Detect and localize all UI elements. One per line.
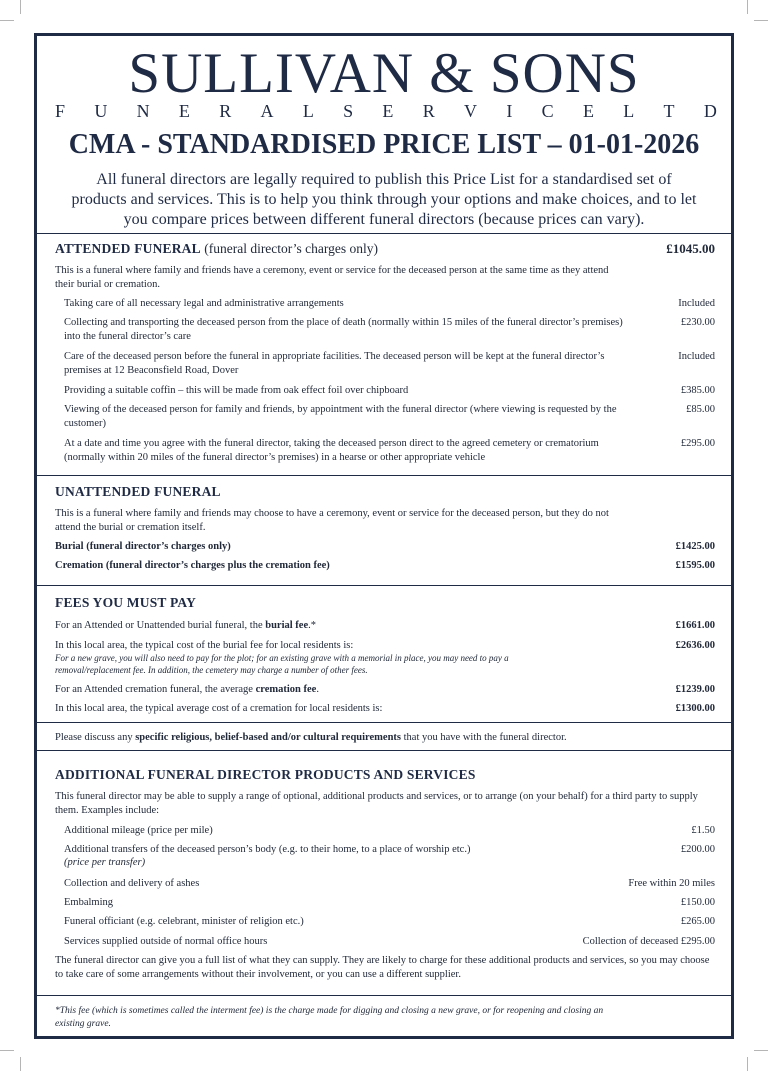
burial-price: £1425.00 bbox=[675, 541, 715, 552]
subtitle-letter: L bbox=[623, 101, 635, 121]
requirements-note bbox=[37, 722, 731, 750]
additional-services-section bbox=[37, 750, 731, 995]
cremation-fee-text: For an Attended cremation funeral, the average bbox=[55, 684, 256, 695]
crop-mark bbox=[20, 0, 21, 14]
requirements-suffix: that you have with the funeral director. bbox=[401, 732, 567, 743]
additional-item-label: Additional transfers of the deceased person’s body (e.g. to their home, to a place of worship etc.) bbox=[64, 844, 471, 855]
additional-item-label: Additional mileage (price per mile) bbox=[64, 825, 213, 836]
crop-mark bbox=[754, 1050, 768, 1051]
company-logo: SULLIVAN & SONS bbox=[128, 42, 640, 105]
subtitle-letter: A bbox=[260, 101, 274, 121]
additional-heading: ADDITIONAL FUNERAL DIRECTOR PRODUCTS AND SERVICES bbox=[55, 767, 476, 782]
subtitle-letter: L bbox=[302, 101, 314, 121]
footnote-section bbox=[37, 995, 731, 1039]
attended-item-price: Included bbox=[678, 298, 715, 309]
crop-mark bbox=[0, 1050, 14, 1051]
attended-item-label: Care of the deceased person before the funeral in appropriate facilities. The deceased person will be kept at the funeral director’s premises at 12 Beaconsfield Road, Dover bbox=[64, 351, 605, 376]
requirements-text: Please discuss any bbox=[55, 732, 136, 743]
attended-heading: ATTENDED FUNERAL bbox=[55, 241, 201, 256]
subtitle-letter: V bbox=[464, 101, 478, 121]
attended-funeral-section bbox=[37, 233, 731, 475]
burial-label: Burial (funeral director’s charges only) bbox=[55, 541, 231, 552]
requirements-emphasis: specific religious, belief-based and/or cultural requirements bbox=[135, 732, 401, 743]
subtitle-letter: R bbox=[219, 101, 232, 121]
crop-mark bbox=[754, 20, 768, 21]
local-burial-note: For a new grave, you will also need to pay for the plot; for an existing grave with a memorial in place, you may need to pay a removal/replacement fee. In addition, the cemetery may charge a number of other fees. bbox=[55, 653, 509, 675]
subtitle-letter: C bbox=[541, 101, 554, 121]
additional-item-price: £150.00 bbox=[680, 897, 715, 908]
local-cremation-label: In this local area, the typical average cost of a cremation for local residents is: bbox=[55, 703, 383, 714]
subtitle-letter: E bbox=[382, 101, 394, 121]
additional-item-price: Free within 20 miles bbox=[628, 878, 715, 889]
additional-item-price: Collection of deceased £295.00 bbox=[582, 936, 715, 947]
attended-item-label: Taking care of all necessary legal and administrative arrangements bbox=[64, 298, 344, 309]
additional-item-label: Embalming bbox=[64, 897, 113, 908]
burial-fee-text: For an Attended or Unattended burial funeral, the bbox=[55, 620, 266, 631]
crop-mark bbox=[747, 0, 748, 14]
page-title: CMA - STANDARDISED PRICE LIST – 01-01-2026 bbox=[68, 129, 700, 160]
subtitle-letter: R bbox=[422, 101, 435, 121]
attended-item-price: Included bbox=[678, 351, 715, 362]
subtitle-letter: F bbox=[55, 101, 66, 121]
burial-fee-price: £1661.00 bbox=[675, 620, 715, 631]
crop-mark bbox=[0, 20, 14, 21]
cremation-fee-suffix: . bbox=[316, 684, 319, 695]
fees-heading: FEES YOU MUST PAY bbox=[55, 595, 197, 610]
attended-item-price: £85.00 bbox=[686, 404, 715, 415]
cremation-price: £1595.00 bbox=[675, 560, 715, 571]
attended-item-price: £230.00 bbox=[680, 317, 715, 328]
subtitle-letter: T bbox=[663, 101, 675, 121]
attended-item-price: £385.00 bbox=[680, 385, 715, 396]
fees-section bbox=[37, 585, 731, 722]
footnote-text: *This fee (which is sometimes called the interment fee) is the charge made for digging and closing a new grave, or for reopening and closing an existing grave. bbox=[55, 1006, 604, 1029]
burial-fee-term: burial fee bbox=[265, 620, 309, 631]
attended-heading-note: (funeral director’s charges only) bbox=[200, 241, 379, 256]
unattended-description: This is a funeral where family and friends may choose to have a ceremony, event or service for the deceased person, but they do not attend the burial or cremation itself. bbox=[55, 508, 609, 533]
attended-item-price: £295.00 bbox=[680, 438, 715, 449]
crop-mark bbox=[747, 1057, 748, 1071]
attended-item-label: At a date and time you agree with the funeral director, taking the deceased person direct to the agreed cemetery or crematorium (normally within 20 miles of the funeral director’s premises) in a hearse or other appropriate vehicle bbox=[64, 438, 599, 463]
cremation-fee-price: £1239.00 bbox=[675, 684, 715, 695]
additional-item-label: Collection and delivery of ashes bbox=[64, 878, 200, 889]
burial-fee-suffix: .* bbox=[308, 620, 316, 631]
attended-item-label: Collecting and transporting the deceased person from the place of death (normally within 15 miles of the funeral director’s premises) into the funeral director’s care bbox=[64, 317, 623, 342]
additional-closing: The funeral director can give you a full list of what they can supply. They are likely to charge for these additional products and services, so you may choose to take care of some arrangements without their involvement, or you can use a different supplier. bbox=[55, 955, 710, 980]
attended-item-label: Providing a suitable coffin – this will be made from oak effect foil over chipboard bbox=[64, 385, 409, 396]
additional-item-price: £265.00 bbox=[680, 916, 715, 927]
price-list-frame bbox=[34, 33, 734, 1039]
unattended-heading: UNATTENDED FUNERAL bbox=[55, 484, 221, 499]
intro-text: All funeral directors are legally required to publish this Price List for a standardised set of products and services. This is to help you think through your options and make choices, and to let you compare prices between different funeral directors (because prices can vary). bbox=[71, 171, 697, 228]
subtitle-letter: N bbox=[136, 101, 150, 121]
cremation-label: Cremation (funeral director’s charges plus the cremation fee) bbox=[55, 560, 330, 571]
local-cremation-price: £1300.00 bbox=[675, 703, 715, 714]
attended-total-price: £1045.00 bbox=[666, 241, 715, 256]
subtitle-letter: U bbox=[94, 101, 108, 121]
subtitle-letter: E bbox=[582, 101, 594, 121]
local-burial-label: In this local area, the typical cost of the burial fee for local residents is: bbox=[55, 640, 354, 651]
additional-item-price: £1.50 bbox=[691, 825, 715, 836]
additional-description: This funeral director may be able to supply a range of optional, additional products and services, or to arrange (on your behalf) for a third party to supply them. Examples include: bbox=[55, 791, 698, 816]
local-burial-price: £2636.00 bbox=[675, 640, 715, 651]
attended-item-label: Viewing of the deceased person for family and friends, by appointment with the funeral director (where viewing is requested by the customer) bbox=[64, 404, 617, 429]
additional-item-note-text: (price per transfer) bbox=[64, 857, 146, 868]
subtitle-letter: S bbox=[343, 101, 354, 121]
crop-mark bbox=[20, 1057, 21, 1071]
subtitle-letter: D bbox=[703, 101, 717, 121]
subtitle-letter: E bbox=[178, 101, 190, 121]
subtitle-letter: I bbox=[506, 101, 513, 121]
additional-item-price: £200.00 bbox=[680, 844, 715, 855]
company-subtitle bbox=[55, 102, 717, 120]
attended-description: This is a funeral where family and friends have a ceremony, event or service for the deceased person at the same time as they attend their burial or cremation. bbox=[55, 265, 609, 290]
additional-item-label: Services supplied outside of normal office hours bbox=[64, 936, 268, 947]
cremation-fee-term: cremation fee bbox=[255, 684, 317, 695]
unattended-funeral-section bbox=[37, 475, 731, 585]
additional-item-label: Funeral officiant (e.g. celebrant, minister of religion etc.) bbox=[64, 916, 304, 927]
